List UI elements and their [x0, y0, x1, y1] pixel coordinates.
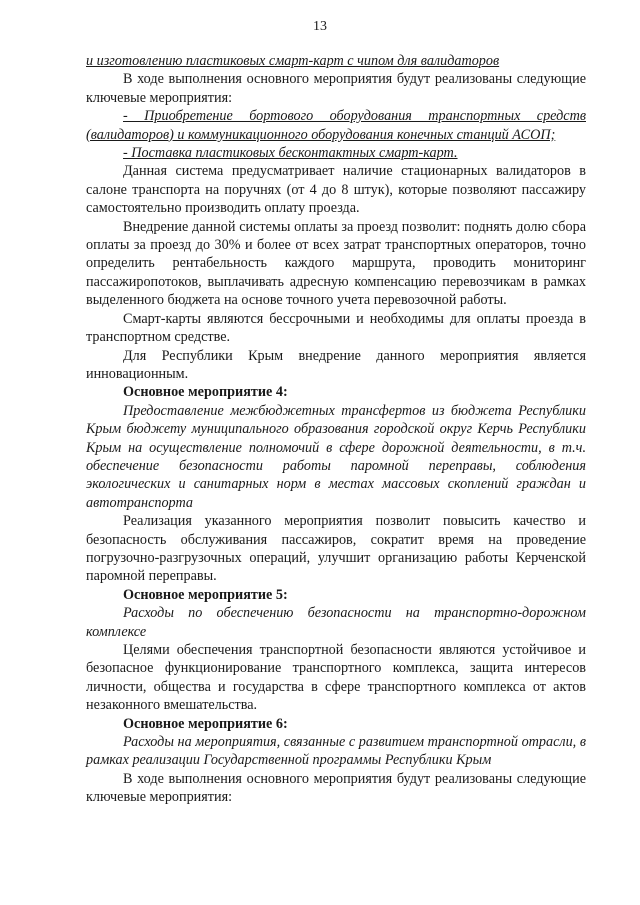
paragraph-intro: В ходе выполнения основного мероприятия будут реализованы следующие ключевые мероприятия:: [86, 71, 586, 106]
paragraph-smart-cards: Смарт-карты являются бессрочными и необходимы для оплаты проезда в транспортном средстве.: [86, 310, 586, 346]
paragraph-measure-4: Реализация указанного мероприятия позволит повысить качество и безопасность обслуживания пассажиров, сократит время на проведение погрузочно-разгрузочных операций, улучшит организацию работы Керченской паромной переправы.: [86, 513, 586, 585]
paragraph-validators: Данная система предусматривает наличие стационарных валидаторов в салоне транспорта на поручнях (от 4 до 8 штук), которые позволяют пассажиру самостоятельно производить оплату проезда.: [86, 163, 586, 217]
page-content: [86, 52, 586, 807]
list-item-equipment: - Приобретение бортового оборудования транспортных средств (валидаторов) и коммуникационного оборудования конечных станций АСОП;: [86, 108, 586, 143]
paragraph-measure-6: В ходе выполнения основного мероприятия будут реализованы следующие ключевые мероприятия:: [86, 770, 586, 806]
heading-measure-6: Основное мероприятие 6:: [123, 715, 288, 732]
paragraph-measure-5: Целями обеспечения транспортной безопасности являются устойчивое и безопасное функционирование транспортного комплекса, защита интересов личности, общества и государства в сфере транспортного комплекса от актов незаконного вмешательства.: [86, 642, 586, 714]
page-number: 13: [313, 19, 327, 34]
measure-4-title: Предоставление межбюджетных трансфертов из бюджета Республики Крым бюджету муниципального образования городской округ Керчь Республики Крым на осуществление полномочий в сфере дорожной деятельности, в т.ч. обеспечение безопасности работы паромной переправы, соблюдения экологических и санитарных норм в местах массовых скоплений граждан и автотранспорта: [86, 402, 586, 511]
paragraph-continuation: и изготовлению пластиковых смарт-карт с чипом для валидаторов: [86, 53, 500, 69]
paragraph-benefits: Внедрение данной системы оплаты за проезд позволит: поднять долю сбора оплаты за проезд до 30% и более от всех затрат транспортных операторов, точно определить рентабельность каждого маршрута, проводить мониторинг пассажиропотоков, выплачивать адресную компенсацию перевозчикам в рамках выделенного бюджета на основе точного учета перевозочной работы.: [86, 218, 586, 309]
measure-5-title: Расходы по обеспечению безопасности на транспортно-дорожном комплексе: [86, 605, 586, 640]
heading-measure-4: Основное мероприятие 4:: [123, 384, 288, 401]
heading-measure-5: Основное мероприятие 5:: [123, 586, 288, 603]
measure-6-title: Расходы на мероприятия, связанные с развитием транспортной отрасли, в рамках реализации Государственной программы Республики Крым: [86, 734, 586, 769]
paragraph-innovation: Для Республики Крым внедрение данного мероприятия является инновационным.: [86, 347, 586, 382]
list-item-smart-cards: - Поставка пластиковых бесконтактных смарт-карт.: [123, 145, 458, 162]
